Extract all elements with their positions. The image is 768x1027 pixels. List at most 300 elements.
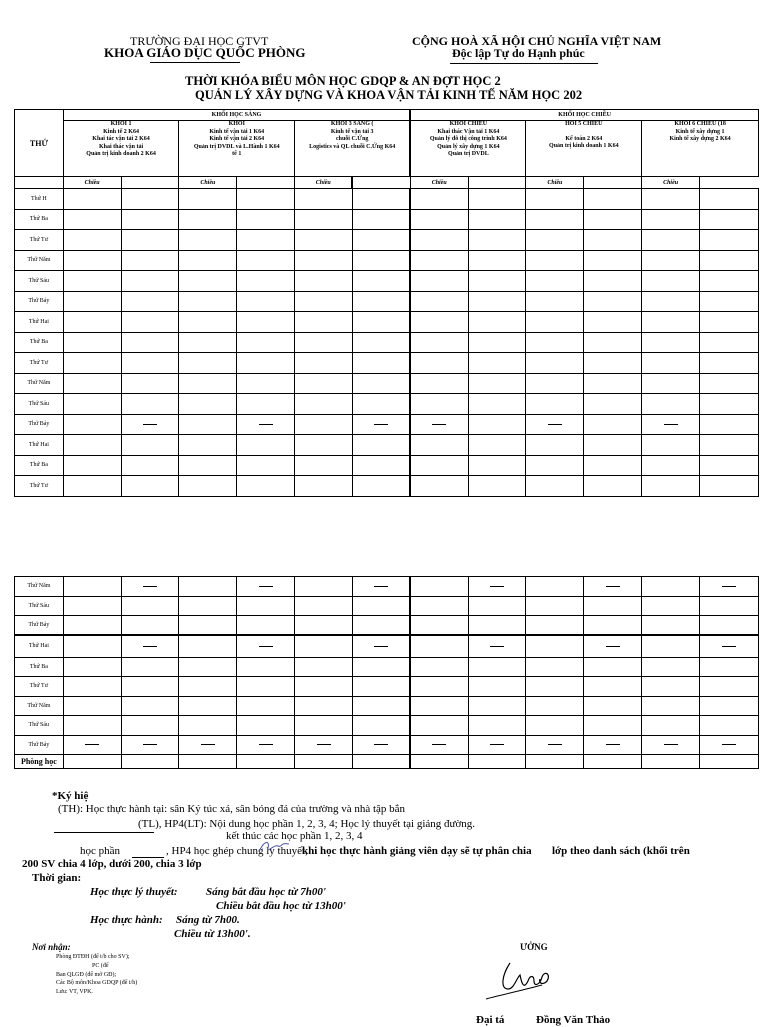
table-row (15, 677, 759, 697)
signer-rank: Đại tá (476, 1014, 505, 1026)
schedule-cell (526, 635, 584, 657)
dash-mark (143, 646, 157, 647)
group-5-line: HỐI 5 CHIỀU (565, 121, 603, 127)
dash-mark (722, 586, 736, 587)
group-3-line: Kinh tế vận tải 3 (330, 128, 374, 135)
group-1-line: Khai tác vận tải 2 K64 (92, 136, 150, 142)
schedule-cell (63, 332, 121, 353)
dash-mark (548, 424, 562, 425)
dash-mark (664, 424, 678, 425)
schedule-cell (410, 616, 468, 636)
group-6-line: Kinh tế xây dựng 1 (675, 128, 725, 135)
schedule-cell (295, 635, 353, 657)
school-name: TRƯỜNG ĐẠI HỌC GTVT (130, 34, 269, 48)
schedule-cell (295, 735, 353, 755)
day-label: Thứ Năm (15, 373, 64, 394)
schedule-cell (642, 577, 700, 597)
schedule-cell (121, 189, 179, 210)
chieu-label: Chiều (63, 177, 121, 189)
schedule-cell (700, 250, 759, 271)
table-row (15, 657, 759, 677)
schedule-cell (410, 657, 468, 677)
schedule-cell (179, 616, 237, 636)
schedule-cell (121, 635, 179, 657)
table-row (15, 189, 759, 210)
room-cell (237, 755, 295, 769)
schedule-cell (352, 635, 410, 657)
schedule-cell (121, 230, 179, 251)
page-title: THỜI KHÓA BIỂU MÔN HỌC GDQP & AN ĐỢT HỌC 2 (185, 74, 501, 88)
schedule-cell (179, 716, 237, 736)
schedule-cell (237, 716, 295, 736)
schedule-cell (468, 735, 526, 755)
schedule-cell (642, 353, 700, 374)
schedule-cell (237, 677, 295, 697)
theory-label: Học thực lý thuyết: (90, 886, 178, 898)
schedule-cell (410, 596, 468, 616)
schedule-cell (526, 677, 584, 697)
schedule-cell (410, 735, 468, 755)
room-cell (295, 755, 353, 769)
thu-header: THỨ (15, 110, 64, 177)
schedule-cell (121, 596, 179, 616)
schedule-cell (295, 476, 353, 497)
schedule-cell (179, 271, 237, 292)
schedule-cell (295, 291, 353, 312)
day-label: Thứ Sáu (15, 271, 64, 292)
empty-cell (352, 177, 410, 189)
day-label: Thứ Ba (15, 657, 64, 677)
schedule-cell (526, 577, 584, 597)
schedule-cell (526, 209, 584, 230)
schedule-cell (468, 189, 526, 210)
schedule-cell (526, 271, 584, 292)
group-6-line (642, 151, 758, 158)
schedule-cell (526, 735, 584, 755)
schedule-cell (179, 373, 237, 394)
schedule-cell (295, 577, 353, 597)
theory-afternoon: Chiều bắt đầu học từ 13h00' (216, 900, 346, 912)
dash-mark (374, 646, 388, 647)
schedule-cell (237, 373, 295, 394)
schedule-cell (63, 312, 121, 333)
schedule-cell (700, 435, 759, 456)
schedule-cell (642, 332, 700, 353)
dash-mark (143, 586, 157, 587)
schedule-cell (237, 291, 295, 312)
schedule-cell (468, 635, 526, 657)
group-6-line (642, 144, 758, 151)
table-row (15, 455, 759, 476)
schedule-cell (700, 455, 759, 476)
schedule-cell (237, 209, 295, 230)
schedule-cell (584, 616, 642, 636)
dash-mark (722, 646, 736, 647)
schedule-cell (584, 250, 642, 271)
schedule-cell (642, 189, 700, 210)
dash-mark (374, 424, 388, 425)
dash-mark (85, 744, 99, 745)
schedule-cell (121, 394, 179, 415)
dash-mark (374, 586, 388, 587)
schedule-cell (584, 476, 642, 497)
schedule-cell (352, 230, 410, 251)
schedule-cell (584, 596, 642, 616)
schedule-cell (700, 476, 759, 497)
schedule-cell (700, 312, 759, 333)
group-header-4 (410, 121, 526, 177)
schedule-cell (468, 616, 526, 636)
ky-hieu-label: *Ký hiệ (52, 790, 89, 802)
schedule-cell (352, 373, 410, 394)
schedule-cell (700, 635, 759, 657)
day-label: Thứ Hai (15, 635, 64, 657)
schedule-cell (526, 414, 584, 435)
schedule-cell (410, 716, 468, 736)
schedule-cell (179, 291, 237, 312)
schedule-cell (642, 455, 700, 476)
note-line-3: kết thúc các học phần 1, 2, 3, 4 (226, 830, 363, 842)
dash-mark (722, 744, 736, 745)
schedule-cell (584, 735, 642, 755)
schedule-cell (410, 312, 468, 333)
chieu-label: Chiều (526, 177, 584, 189)
schedule-cell (584, 657, 642, 677)
schedule-cell (584, 635, 642, 657)
schedule-cell (352, 677, 410, 697)
schedule-cell (179, 435, 237, 456)
schedule-cell (121, 616, 179, 636)
schedule-cell (468, 209, 526, 230)
schedule-cell (179, 312, 237, 333)
schedule-cell (526, 394, 584, 415)
schedule-cell (468, 455, 526, 476)
dash-mark (259, 424, 273, 425)
schedule-cell (526, 455, 584, 476)
day-label: Thứ Tư (15, 476, 64, 497)
group-5-line (526, 129, 641, 136)
dash-mark (548, 744, 562, 745)
schedule-cell (352, 455, 410, 476)
schedule-cell (584, 696, 642, 716)
schedule-cell (179, 657, 237, 677)
chieu-label: Chiều (179, 177, 237, 189)
note-line-2: (TL), HP4(LT): Nội dung học phần 1, 2, 3, 4; Học lý thuyết tại giảng đường. (138, 818, 476, 830)
table-row (15, 596, 759, 616)
dash-mark (432, 424, 446, 425)
dash-mark (201, 744, 215, 745)
schedule-cell (410, 435, 468, 456)
signer-title: ƯỞNG (520, 942, 548, 952)
schedule-cell (468, 291, 526, 312)
schedule-cell (584, 230, 642, 251)
schedule-cell (352, 657, 410, 677)
table-row (15, 414, 759, 435)
room-cell (352, 755, 410, 769)
schedule-cell (526, 696, 584, 716)
group-2-line: Kinh tế vận tải 2 K64 (209, 136, 265, 142)
schedule-cell (237, 635, 295, 657)
schedule-cell (468, 696, 526, 716)
theory-morning: Sáng bắt đầu học từ 7h00' (206, 886, 326, 898)
recipient-3: Ban QLGĐ (để mở GĐ); (56, 972, 117, 978)
schedule-cell (179, 635, 237, 657)
schedule-cell (700, 677, 759, 697)
schedule-cell (700, 209, 759, 230)
table-row (15, 250, 759, 271)
schedule-cell (237, 735, 295, 755)
group-3-line: chuỗi C.Ứng (335, 136, 369, 142)
group-4-line: Quản lý đô thị công trình K64 (429, 136, 507, 142)
dash-mark (317, 744, 331, 745)
group-5-line: Kế toán 2 K64 (565, 135, 603, 142)
schedule-cell (179, 332, 237, 353)
dash-mark (606, 586, 620, 587)
schedule-cell (526, 716, 584, 736)
page-subtitle: QUẢN LÝ XÂY DỰNG VÀ KHOA VẬN TẢI KINH TẾ NĂM HỌC 202 (195, 88, 583, 102)
schedule-cell (352, 332, 410, 353)
note-line-4a: học phần (80, 845, 121, 857)
schedule-cell (63, 414, 121, 435)
schedule-cell (121, 716, 179, 736)
schedule-cell (642, 373, 700, 394)
day-label: Thứ Ba (15, 332, 64, 353)
table-row (15, 291, 759, 312)
schedule-cell (63, 189, 121, 210)
dash-mark (374, 744, 388, 745)
schedule-cell (237, 189, 295, 210)
schedule-cell (584, 332, 642, 353)
group-header-3 (295, 121, 411, 177)
schedule-cell (526, 435, 584, 456)
day-label: Thứ Tư (15, 353, 64, 374)
schedule-cell (63, 394, 121, 415)
recipient-1: Phòng ĐTĐH (để t/b cho SV); (56, 954, 130, 960)
group-2-line: Kinh tế vận tải 1 K64 (209, 128, 265, 135)
schedule-cell (584, 373, 642, 394)
schedule-cell (410, 373, 468, 394)
schedule-cell (642, 476, 700, 497)
schedule-cell (121, 271, 179, 292)
schedule-table-bottom (14, 576, 759, 769)
dash-mark (259, 744, 273, 745)
schedule-cell (642, 596, 700, 616)
schedule-cell (63, 476, 121, 497)
practice-label: Học thực hành: (90, 914, 163, 926)
dash-mark (259, 646, 273, 647)
schedule-cell (526, 189, 584, 210)
group-3-line (295, 151, 409, 158)
note-line-5: 200 SV chia 4 lớp, dưới 200, chia 3 lớp (22, 858, 202, 870)
room-cell (179, 755, 237, 769)
schedule-cell (63, 353, 121, 374)
schedule-cell (121, 455, 179, 476)
schedule-cell (468, 250, 526, 271)
room-cell (642, 755, 700, 769)
day-label: Thứ Bảy (15, 414, 64, 435)
schedule-cell (352, 353, 410, 374)
signature-icon (480, 955, 560, 1005)
dash-mark (490, 744, 504, 745)
schedule-cell (121, 209, 179, 230)
schedule-cell (526, 476, 584, 497)
schedule-cell (237, 230, 295, 251)
schedule-cell (642, 250, 700, 271)
note-line-4d: lớp theo danh sách (khối trên (552, 845, 690, 857)
day-label: Thứ Tư (15, 677, 64, 697)
schedule-cell (63, 735, 121, 755)
schedule-cell (584, 189, 642, 210)
schedule-cell (121, 735, 179, 755)
schedule-cell (352, 209, 410, 230)
schedule-cell (468, 414, 526, 435)
schedule-cell (295, 596, 353, 616)
schedule-cell (352, 271, 410, 292)
schedule-cell (179, 596, 237, 616)
schedule-cell (121, 332, 179, 353)
schedule-cell (237, 414, 295, 435)
recipient-2: PC (để (92, 963, 109, 969)
schedule-cell (352, 312, 410, 333)
schedule-cell (63, 657, 121, 677)
schedule-cell (700, 394, 759, 415)
schedule-cell (352, 414, 410, 435)
schedule-cell (179, 455, 237, 476)
schedule-cell (295, 435, 353, 456)
schedule-cell (121, 435, 179, 456)
group-4-line: Khai thác Vận tải 1 K64 (437, 128, 500, 135)
schedule-cell (410, 353, 468, 374)
faculty-name: KHOA GIÁO DỤC QUỐC PHÒNG (104, 45, 306, 60)
schedule-cell (63, 677, 121, 697)
schedule-cell (352, 435, 410, 456)
schedule-cell (295, 414, 353, 435)
dash-mark (490, 586, 504, 587)
day-label: Thứ Ba (15, 209, 64, 230)
schedule-cell (121, 577, 179, 597)
schedule-cell (179, 353, 237, 374)
schedule-cell (295, 455, 353, 476)
schedule-cell (121, 657, 179, 677)
schedule-cell (352, 291, 410, 312)
schedule-cell (700, 735, 759, 755)
schedule-cell (63, 577, 121, 597)
schedule-cell (468, 271, 526, 292)
schedule-cell (295, 312, 353, 333)
room-cell (526, 755, 584, 769)
schedule-cell (352, 596, 410, 616)
day-label: Thứ Sáu (15, 394, 64, 415)
group-header-1 (63, 121, 179, 177)
schedule-cell (295, 394, 353, 415)
group-2-line: KHỐI (228, 121, 245, 127)
schedule-cell (295, 696, 353, 716)
schedule-cell (63, 209, 121, 230)
schedule-cell (700, 189, 759, 210)
schedule-cell (352, 696, 410, 716)
group-5-line: Quản trị kinh doanh 1 K64 (549, 143, 619, 149)
schedule-cell (584, 394, 642, 415)
day-label: Thứ Ba (15, 455, 64, 476)
schedule-cell (63, 291, 121, 312)
schedule-cell (410, 414, 468, 435)
day-label: Thứ Năm (15, 577, 64, 597)
schedule-cell (63, 435, 121, 456)
schedule-cell (179, 230, 237, 251)
schedule-cell (642, 716, 700, 736)
schedule-cell (237, 271, 295, 292)
schedule-cell (410, 209, 468, 230)
schedule-cell (295, 209, 353, 230)
schedule-cell (700, 332, 759, 353)
dash-mark (490, 646, 504, 647)
schedule-cell (584, 716, 642, 736)
group-4-line: Quản lý xây dựng 1 K64 (437, 143, 500, 150)
schedule-cell (121, 353, 179, 374)
schedule-cell (63, 596, 121, 616)
schedule-cell (237, 657, 295, 677)
day-label: Thứ H (15, 189, 64, 210)
dash-mark (606, 744, 620, 745)
table-row (15, 735, 759, 755)
schedule-cell (700, 657, 759, 677)
chieu-label: Chiều (410, 177, 468, 189)
schedule-cell (179, 677, 237, 697)
schedule-cell (63, 635, 121, 657)
schedule-cell (63, 696, 121, 716)
recipient-4: Các Bộ môn/Khoa GDQP (để t/h) (56, 980, 138, 986)
table-row (15, 577, 759, 597)
schedule-cell (468, 476, 526, 497)
day-label: Thứ Sáu (15, 596, 64, 616)
table-row (15, 332, 759, 353)
schedule-cell (352, 616, 410, 636)
schedule-cell (237, 332, 295, 353)
recipients-label: Nơi nhận: (32, 942, 71, 952)
schedule-cell (63, 271, 121, 292)
chieu-label: Chiều (642, 177, 700, 189)
schedule-cell (700, 716, 759, 736)
empty-cell (15, 177, 64, 189)
morning-header: KHỐI HỌC SÁNG (63, 110, 410, 121)
schedule-cell (526, 596, 584, 616)
schedule-cell (121, 250, 179, 271)
room-row (15, 755, 759, 769)
schedule-cell (410, 677, 468, 697)
day-label: Thứ Tư (15, 230, 64, 251)
schedule-cell (410, 271, 468, 292)
day-label: Thứ Bảy (15, 735, 64, 755)
room-cell (468, 755, 526, 769)
schedule-cell (642, 616, 700, 636)
schedule-cell (295, 271, 353, 292)
schedule-cell (352, 577, 410, 597)
schedule-cell (526, 312, 584, 333)
schedule-cell (237, 250, 295, 271)
schedule-cell (295, 677, 353, 697)
schedule-cell (700, 291, 759, 312)
schedule-cell (179, 735, 237, 755)
schedule-cell (642, 291, 700, 312)
schedule-cell (121, 291, 179, 312)
schedule-cell (179, 250, 237, 271)
schedule-cell (410, 635, 468, 657)
group-3-line: KHỐI 3 SÁNG ( (330, 121, 374, 127)
schedule-cell (584, 414, 642, 435)
schedule-cell (700, 577, 759, 597)
empty-cell (468, 177, 526, 189)
group-1-line: Quản trị kinh doanh 2 K64 (86, 151, 156, 157)
